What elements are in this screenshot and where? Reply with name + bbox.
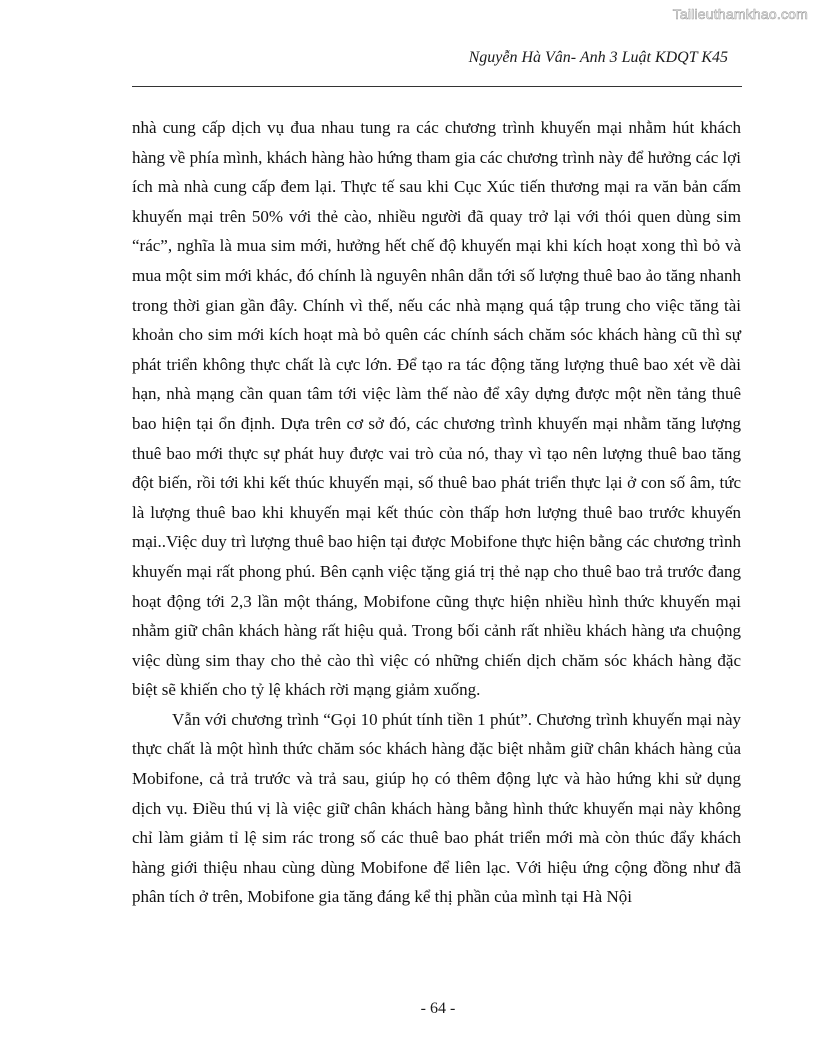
page-number: - 64 - bbox=[420, 1000, 456, 1017]
header-divider bbox=[132, 86, 742, 87]
body-text bbox=[132, 113, 741, 912]
running-header: Nguyễn Hà Vân- Anh 3 Luật KDQT K45 bbox=[468, 49, 728, 66]
watermark-text: Tailieuthamkhao.com bbox=[672, 6, 808, 22]
paragraph-continuation: nhà cung cấp dịch vụ đua nhau tung ra các chương trình khuyến mại nhằm hút khách hàng về phía mình, khách hàng hào hứng tham gia các chương trình này để hưởng các lợi ích mà nhà cung cấp đem lại. Thực tế sau khi Cục Xúc tiến thương mại ra văn bản cấm khuyến mại trên 50% với thẻ cào, nhiều người đã quay trở lại với thói quen dùng sim “rác”, nghĩa là mua sim mới, hưởng hết chế độ khuyến mại khi kích hoạt xong thì bỏ và mua một sim mới khác, đó chính là nguyên nhân dẫn tới số lượng thuê bao ảo tăng nhanh trong thời gian gần đây. Chính vì thế, nếu các nhà mạng quá tập trung cho việc tăng tài khoản cho sim mới kích hoạt mà bỏ quên các chính sách chăm sóc khách hàng cũ thì sự phát triển không thực chất là cực lớn. Để tạo ra tác động tăng lượng thuê bao xét về dài hạn, nhà mạng cần quan tâm tới việc làm thế nào để xây dựng được một nền tảng thuê bao hiện tại ổn định. Dựa trên cơ sở đó, các chương trình khuyến mại nhằm tăng lượng thuê bao mới thực sự phát huy được vai trò của nó, thay vì tạo nên lượng thuê bao tăng đột biến, rồi tới khi kết thúc khuyến mại, số thuê bao phát triển thực lại ở con số âm, tức là lượng thuê bao khi khuyến mại kết thúc còn thấp hơn lượng thuê bao trước khuyến mại..Việc duy trì lượng thuê bao hiện tại được Mobifone thực hiện bằng các chương trình khuyến mại rất phong phú. Bên cạnh việc tặng giá trị thẻ nạp cho thuê bao trả trước đang hoạt động tới 2,3 lần một tháng, Mobifone cũng thực hiện nhiều hình thức khuyến mại nhằm giữ chân khách hàng rất hiệu quả. Trong bối cảnh rất nhiều khách hàng ưa chuộng việc dùng sim thay cho thẻ cào thì việc có những chiến dịch chăm sóc khách hàng đặc biệt sẽ khiến cho tỷ lệ khách rời mạng giảm xuống. bbox=[132, 118, 742, 700]
paragraph: Vẫn với chương trình “Gọi 10 phút tính tiền 1 phút”. Chương trình khuyến mại này thực chất là một hình thức chăm sóc khách hàng đặc biệt nhằm giữ chân khách hàng của Mobifone, cả trả trước và trả sau, giúp họ có thêm động lực và hào hứng khi sử dụng dịch vụ. Điều thú vị là việc giữ chân khách hàng bằng hình thức khuyến mại này không chỉ làm giảm tỉ lệ sim rác trong số các thuê bao phát triển mới mà còn thúc đẩy khách hàng giới thiệu nhau cùng dùng Mobifone để liên lạc. Với hiệu ứng cộng đồng như đã phân tích ở trên, Mobifone gia tăng đáng kể thị phần của mình tại Hà Nội bbox=[132, 709, 741, 907]
